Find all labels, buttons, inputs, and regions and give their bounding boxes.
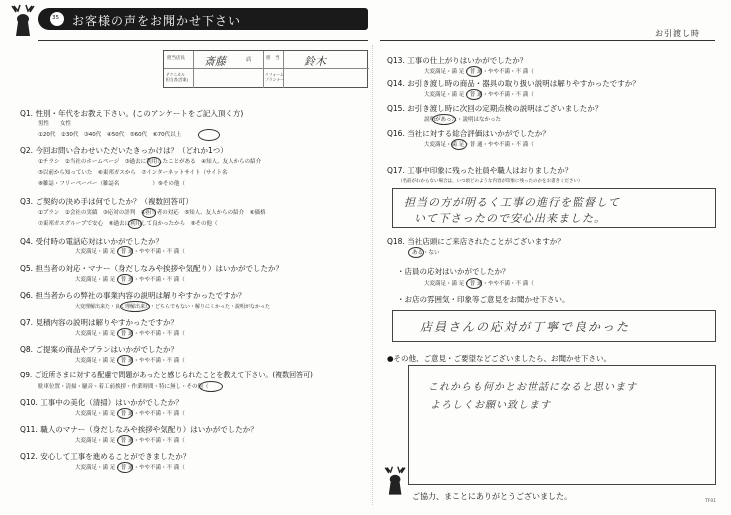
question-q18-shop: ・お店の雰囲気・印象等ご意見をお聞かせ下さい。 — [397, 295, 570, 304]
q17-answer-line1: 担当の方が明るく工事の進行を監督して — [404, 196, 620, 209]
deer-logo-icon — [378, 462, 414, 502]
sales-suffix: 店 — [246, 57, 252, 63]
q10-answer-mark — [117, 408, 133, 419]
q3-answer-mark-2 — [128, 219, 142, 229]
footer-code: TF01 — [705, 499, 717, 504]
q14-answer-mark — [466, 89, 482, 100]
question-q9: Q9. ご近所さまに対する配慮で問題があったと感じられたことを教えて下さい。(複数回答可) — [20, 371, 313, 379]
right-title: お引渡し時 — [655, 29, 700, 38]
q4-scale: 大変満足・満 足・普 通・やや不満・不 満（ — [75, 249, 185, 255]
remodel-label: リフォーム プランナー — [265, 72, 284, 82]
question-q3: Q3. ご契約の決め手は何でしたか？（複数回答可） — [20, 197, 193, 206]
q1-answer-mark — [198, 129, 220, 141]
q4-answer-mark — [117, 246, 133, 257]
q3-option-row1: ①プラン ②会社の実績 ③応対の評判 ④担当者の対応 ⑤知人、友人からの紹介 ⑥価格 — [38, 210, 266, 216]
q18-options: ある・ない — [412, 250, 440, 256]
q1-option-gender: 男性 女性 — [38, 121, 72, 127]
q18-staff-scale: 大変満足・満 足・普 通・やや不満・不 満（ — [424, 281, 534, 287]
question-q1: Q1. 性別・年代をお教え下さい。(このアンケートをご記入頂く方) — [20, 109, 244, 118]
question-q12: Q12. 安心して工事を進めることができましたか？ — [20, 452, 191, 461]
q10-scale: 大変満足・満 足・普 通・やや不満・不 満（ — [75, 411, 185, 417]
question-q16: Q16. 当社に対する総合評価はいかがでしたか？ — [387, 129, 550, 138]
q1-option-age: ①20代 ②30代 ③40代 ④50代 ⑤60代 ⑥70代以上 — [38, 132, 182, 138]
q2-option-row3: ⑧雑誌・フリーペーパー（雑誌名 ）⑨その他（ — [38, 181, 185, 187]
question-q15: Q15. お引き渡し時に次回の定期点検の説明はございましたか？ — [387, 104, 603, 113]
question-q7: Q7. 見積内容の説明は解りやすかったですか？ — [20, 318, 178, 327]
q11-scale: 大変満足・満 足・普 通・やや不満・不 満（ — [75, 438, 185, 444]
q3-answer-mark-1 — [142, 208, 156, 218]
right-header-rule — [380, 40, 715, 41]
contact-label: 担 当 — [266, 56, 280, 61]
footer-thanks: ご協力、まことにありがとうございました。 — [412, 492, 572, 501]
q13-scale: 大変満足・満 足・普 通・やや不満・不 満（ — [424, 69, 534, 75]
q16-scale: 大変満足・満 足・普 通・やや不満・不 満（ — [424, 142, 534, 148]
q9-options: 駐車位置・清掃・騒音・着工前挨拶・作業時間・特に無し・その他（ — [38, 384, 209, 390]
page-badge-number: 35 — [52, 15, 59, 21]
q11-answer-mark — [117, 435, 133, 446]
question-q17: Q17. 工事中印象に残った社員や職人はおりましたか？ — [387, 166, 573, 175]
question-other: ●その他、ご意見・ご要望などございましたら、お聞かせ下さい。 — [387, 354, 612, 363]
q2-answer-mark — [147, 157, 161, 167]
q18-shop-answer: 店員さんの応対が丁寧で良かった — [420, 320, 631, 334]
page-title: お客様の声をお聞かせ下さい — [72, 14, 242, 28]
sales-label: 担当店長 — [167, 56, 185, 61]
q17-answer-line2: いて下さったので安心出来ました。 — [414, 212, 606, 225]
q6-options: 大変理解出来た・良く理解出来た・どちらでもない・解りにくかった・説明がなかった — [75, 304, 270, 310]
question-q14: Q14. お引き渡し時の商品・器具の取り扱い説明は解りやすかったですか？ — [387, 79, 640, 88]
other-answer-line1: これからも何かとお世話になると思います — [428, 382, 637, 393]
q3-option-row2: ⑦東邦ガスグループで安心 ⑧過去に利用して良かったから ⑨その他（ — [38, 221, 218, 227]
q17-note: （名前がわからない場合は、いつ頃どのような内容が印象に残ったのかをお書きください） — [398, 179, 583, 184]
q18-answer-mark — [408, 247, 424, 258]
question-q18-staff: ・店員の応対はいかがでしたか？ — [397, 267, 510, 276]
q2-option-row1: ①チラシ ②当社のホームページ ③過去に利用したことがある ④知人、友人からの紹介 — [38, 159, 262, 165]
q13-answer-mark — [466, 66, 482, 77]
question-q11: Q11. 職人のマナー（身だしなみや挨拶や気配り）はいかがでしたか？ — [20, 425, 258, 434]
q2-option-row2: ⑤以前から知っていた ⑥東邦ガスから ⑦インターネットサイト（サイト名 — [38, 170, 228, 176]
q7-answer-mark — [117, 328, 133, 339]
column-divider — [372, 45, 373, 505]
staff-table — [163, 50, 368, 88]
question-q5: Q5. 担当者の対応・マナー（身だしなみや挨拶や気配り）はいかがでしたか？ — [20, 264, 283, 273]
q18-staff-answer-mark — [466, 278, 482, 289]
q15-answer-mark — [432, 114, 456, 125]
question-q10: Q10. 工事中の美化（清掃）はいかがでしたか？ — [20, 398, 183, 407]
sales-name: 斎藤 — [204, 55, 226, 68]
q12-scale: 大変満足・満 足・普 通・やや不満・不 満（ — [75, 465, 185, 471]
q15-options: 説明があった・説明はなかった — [424, 117, 501, 123]
left-header-rule — [38, 40, 368, 41]
question-q4: Q4. 受付時の電話応対はいかがでしたか？ — [20, 237, 163, 246]
question-q18: Q18. 当社店頭にご来店されたことがございますか？ — [387, 237, 565, 246]
q14-scale: 大変満足・満 足・普 通・やや不満・不 満（ — [424, 92, 534, 98]
q5-answer-mark — [117, 274, 133, 285]
question-q2: Q2. 今回お問い合わせいただいたきっかけは？（どれか1つ） — [20, 146, 228, 155]
other-answer-line2: よろしくお願い致します — [430, 400, 551, 411]
q7-scale: 大変満足・満 足・普 通・やや不満・不 満（ — [75, 331, 185, 337]
q8-answer-mark — [117, 355, 133, 366]
q5-scale: 大変満足・満 足・普 通・やや不満・不 満（ — [75, 277, 185, 283]
contact-name: 鈴木 — [304, 55, 326, 68]
coordinator-label: テクニカル 担当者(営業) — [166, 72, 188, 82]
q12-answer-mark — [117, 462, 133, 473]
q9-answer-mark — [199, 381, 223, 392]
question-q13: Q13. 工事の仕上がりはいかがでしたか？ — [387, 56, 528, 65]
question-q8: Q8. ご提案の商品やプランはいかがでしたか？ — [20, 345, 178, 354]
q16-answer-mark — [451, 139, 467, 150]
q6-answer-mark — [120, 301, 150, 312]
q8-scale: 大変満足・満 足・普 通・やや不満・不 満（ — [75, 358, 185, 364]
question-q6: Q6. 担当者からの弊社の事業内容の説明は解りやすかったですか？ — [20, 291, 246, 300]
